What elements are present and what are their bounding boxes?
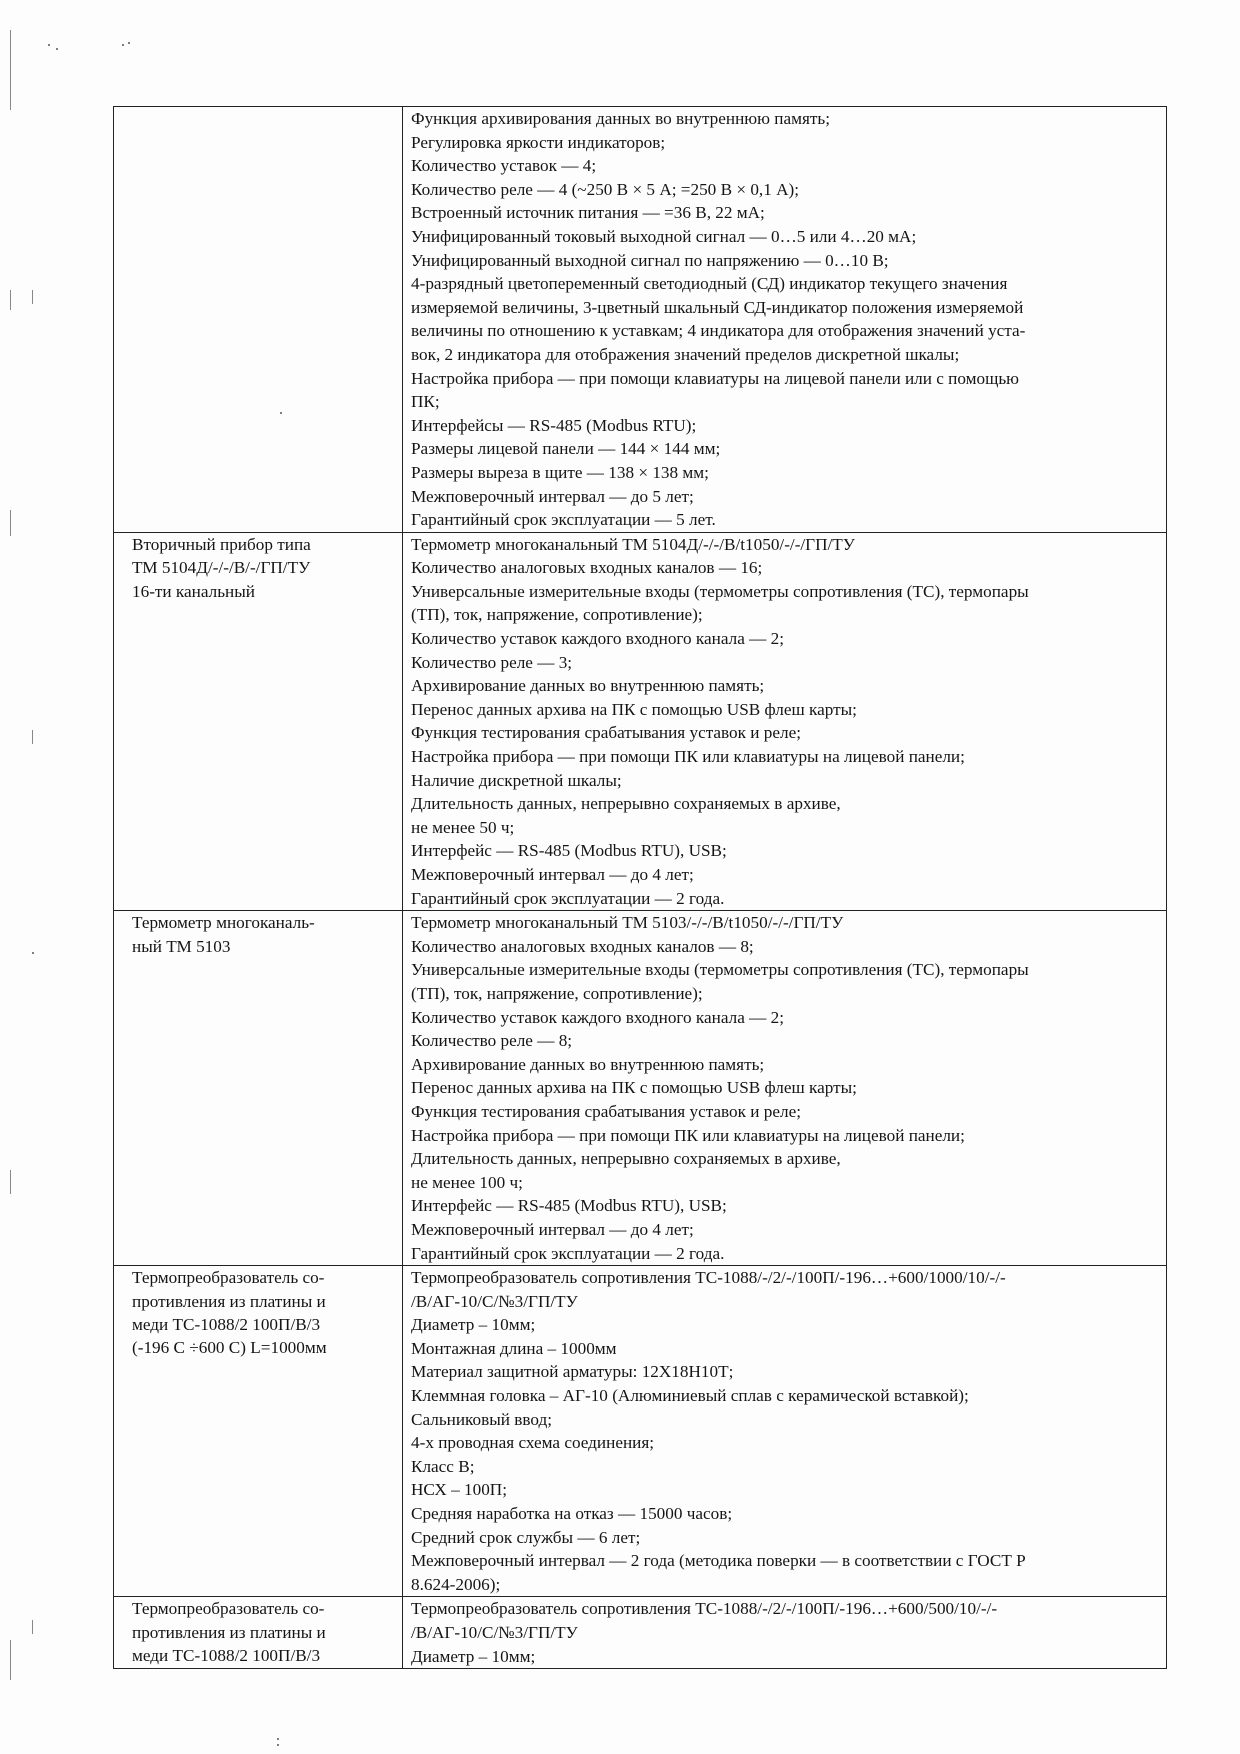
scan-speck (122, 44, 124, 46)
specification-line: Унифицированный токовый выходной сигнал — 0…5 или 4…20 мА; (411, 226, 917, 246)
specification-line: Размеры лицевой панели — 144 × 144 мм; (411, 439, 721, 459)
specification-line: Клеммная головка – АГ-10 (Алюминиевый сплав с керамической вставкой); (411, 1386, 969, 1406)
table-row (114, 1266, 1167, 1597)
specification-cell (403, 107, 1167, 533)
specification-line: Межповерочный интервал — до 4 лет; (411, 1219, 694, 1239)
table-row (114, 107, 1167, 533)
equipment-name-line: Термопреобразователь со- (132, 1268, 325, 1288)
specification-line: Наличие дискретной шкалы; (411, 770, 622, 790)
equipment-name-line: Вторичный прибор типа (132, 534, 311, 554)
scan-mark (32, 1620, 33, 1634)
specification-line: Термопреобразователь сопротивления ТС-1088/-/2/-/100П/-196…+600/500/10/-/- (411, 1599, 998, 1619)
specification-line: Интерфейс — RS-485 (Modbus RTU), USB; (411, 841, 727, 861)
specification-line: Длительность данных, непрерывно сохраняемых в архиве, (411, 794, 841, 814)
specification-line: (ТП), ток, напряжение, сопротивление); (411, 983, 703, 1003)
specification-line: Средний срок службы — 6 лет; (411, 1527, 641, 1547)
specification-line: Количество уставок каждого входного канала — 2; (411, 629, 784, 649)
equipment-name-line: Термопреобразователь со- (132, 1599, 325, 1619)
specification-line: /В/АГ-10/С/№3/ГП/ТУ (411, 1623, 578, 1642)
table-row (114, 532, 1167, 911)
specification-line: Перенос данных архива на ПК с помощью USB флеш карты; (411, 699, 857, 719)
specification-line: Количество реле — 3; (411, 652, 573, 672)
equipment-name-line: меди ТС-1088/2 100П/В/3 (132, 1646, 321, 1666)
equipment-name-line: противления из платины и (132, 1291, 326, 1311)
specification-line: Настройка прибора — при помощи ПК или клавиатуры на лицевой панели; (411, 747, 965, 767)
specification-table (113, 106, 1167, 1669)
specification-line: Унифицированный выходной сигнал по напряжению — 0…10 В; (411, 250, 889, 270)
table-row (114, 911, 1167, 1266)
specification-line: величины по отношению к уставкам; 4 индикатора для отображения значений уста- (411, 321, 1026, 341)
specification-cell (403, 911, 1167, 1266)
scan-speck (48, 44, 50, 46)
equipment-name-line: меди ТС-1088/2 100П/В/3 (132, 1314, 321, 1334)
specification-line: Интерфейсы — RS-485 (Modbus RTU); (411, 415, 697, 435)
scan-mark (10, 290, 11, 310)
equipment-name-line: противления из платины и (132, 1622, 326, 1642)
specification-line: (ТП), ток, напряжение, сопротивление); (411, 605, 703, 625)
equipment-name-cell (114, 107, 403, 533)
scan-mark (10, 1170, 11, 1194)
specification-cell (403, 1266, 1167, 1597)
specification-line: Размеры выреза в щите — 138 × 138 мм; (411, 462, 709, 482)
specification-line: Термометр многоканальный ТМ 5103/-/-/В/t1050/-/-/ГП/ТУ (411, 913, 844, 933)
specification-line: Межповерочный интервал — до 4 лет; (411, 865, 694, 884)
specification-line: Архивирование данных во внутреннюю память; (411, 1054, 765, 1074)
equipment-name-cell (114, 532, 403, 911)
specification-line: Сальниковый ввод; (411, 1409, 553, 1429)
specification-line: Класс В; (411, 1456, 475, 1476)
specification-line: Функция тестирования срабатывания уставок и реле; (411, 723, 801, 743)
specification-line: Функция тестирования срабатывания уставок и реле; (411, 1101, 801, 1121)
specification-line: Количество реле — 4 (~250 В × 5 А; =250 В × 0,1 А); (411, 179, 800, 199)
equipment-name-line: 16-ти канальный (132, 581, 255, 601)
equipment-name-line: (-196 С ÷600 С) L=1000мм (132, 1338, 327, 1358)
specification-line: Материал защитной арматуры: 12Х18Н10Т; (411, 1362, 734, 1382)
scan-speck (128, 42, 130, 44)
specification-line: Средняя наработка на отказ — 15000 часов; (411, 1504, 733, 1524)
specification-line: Монтажная длина – 1000мм (411, 1338, 617, 1358)
equipment-name-cell (114, 1597, 403, 1669)
specification-line: ПК; (411, 392, 440, 412)
scan-speck (277, 1744, 279, 1746)
scan-mark (32, 730, 33, 744)
specification-line: Количество уставок — 4; (411, 156, 597, 176)
equipment-name-cell (114, 911, 403, 1266)
specification-line: Межповерочный интервал — 2 года (методика поверки — в соответствии с ГОСТ Р (411, 1551, 1026, 1571)
specification-line: Термопреобразователь сопротивления ТС-1088/-/2/-/100П/-196…+600/1000/10/-/- (411, 1268, 1006, 1288)
specification-line: Количество реле — 8; (411, 1031, 573, 1051)
scan-speck (277, 1738, 279, 1740)
scan-speck (32, 952, 34, 954)
specification-cell (403, 1597, 1167, 1669)
specification-line: измеряемой величины, 3-цветный шкальный СД-индикатор положения измеряемой (411, 297, 1024, 317)
specification-line: не менее 50 ч; (411, 817, 515, 837)
equipment-name-cell (114, 1266, 403, 1597)
table-row (114, 1597, 1167, 1669)
specification-line: Длительность данных, непрерывно сохраняемых в архиве, (411, 1149, 841, 1169)
specification-line: 8.624-2006); (411, 1574, 501, 1594)
specification-line: Термометр многоканальный ТМ 5104Д/-/-/В/t1050/-/-/ГП/ТУ (411, 534, 855, 554)
specification-cell (403, 532, 1167, 911)
specification-line: Перенос данных архива на ПК с помощью USB флеш карты; (411, 1078, 857, 1098)
scan-mark (10, 30, 11, 110)
specification-line: Межповерочный интервал — до 5 лет; (411, 486, 694, 506)
specification-line: Количество уставок каждого входного канала — 2; (411, 1007, 784, 1027)
specification-line: Гарантийный срок эксплуатации — 2 года. (411, 1243, 725, 1263)
equipment-name-line: ТМ 5104Д/-/-/В/-/ГП/ТУ (132, 558, 311, 578)
specification-line: Настройка прибора — при помощи клавиатуры на лицевой панели или с помощью (411, 368, 1020, 388)
specification-line: /В/АГ-10/С/№3/ГП/ТУ (411, 1291, 578, 1311)
scan-speck (56, 48, 58, 50)
equipment-name-line: Термометр многоканаль- (132, 913, 315, 933)
specification-line: вок, 2 индикатора для отображения значений пределов дискретной шкалы; (411, 344, 960, 364)
specification-line: Гарантийный срок эксплуатации — 2 года. (411, 888, 725, 908)
specification-line: Диаметр – 10мм; (411, 1315, 536, 1335)
specification-line: Интерфейс — RS-485 (Modbus RTU), USB; (411, 1196, 727, 1216)
specification-line: Архивирование данных во внутреннюю память; (411, 676, 765, 696)
specification-line: не менее 100 ч; (411, 1172, 523, 1192)
specification-line: Диаметр – 10мм; (411, 1646, 536, 1666)
specification-line: 4-разрядный цветопеременный светодиодный (СД) индикатор текущего значения (411, 274, 1008, 294)
specification-line: НСХ – 100П; (411, 1480, 507, 1500)
specification-line: Гарантийный срок эксплуатации — 5 лет. (411, 510, 716, 530)
equipment-name-line: ный ТМ 5103 (132, 936, 231, 956)
specification-line: Универсальные измерительные входы (термометры сопротивления (ТС), термопары (411, 581, 1029, 601)
scan-mark (32, 290, 33, 304)
specification-line: Универсальные измерительные входы (термометры сопротивления (ТС), термопары (411, 960, 1029, 980)
specification-line: Встроенный источник питания — =36 В, 22 мА; (411, 203, 765, 223)
scan-mark (10, 510, 11, 536)
scan-mark (10, 1640, 11, 1680)
specification-line: Функция архивирования данных во внутреннюю память; (411, 109, 831, 128)
specification-line: 4-х проводная схема соединения; (411, 1433, 655, 1453)
specification-line: Регулировка яркости индикаторов; (411, 132, 666, 152)
specification-table-body (114, 107, 1167, 1669)
specification-line: Настройка прибора — при помощи ПК или клавиатуры на лицевой панели; (411, 1125, 965, 1145)
specification-line: Количество аналоговых входных каналов — 16; (411, 558, 763, 578)
specification-line: Количество аналоговых входных каналов — 8; (411, 936, 754, 956)
